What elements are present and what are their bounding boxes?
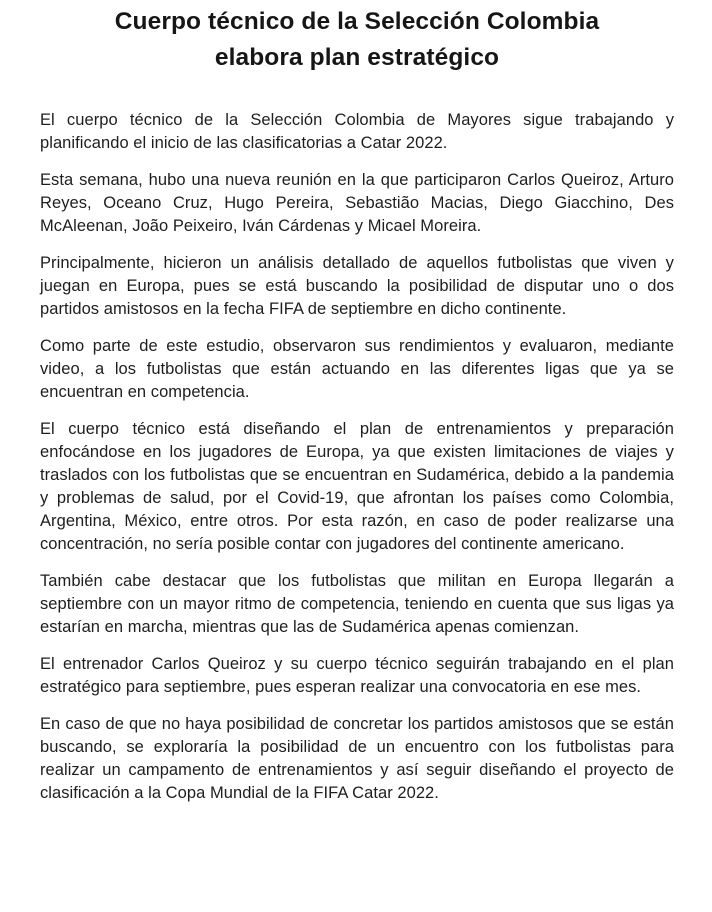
article-paragraph: También cabe destacar que los futbolistas que militan en Europa llegarán a septiembre con un mayor ritmo de competencia, teniendo en cuenta que sus ligas ya estarían en marcha, mientras que las de Sudamérica apenas comienzan. — [40, 572, 674, 636]
article-title: Cuerpo técnico de la Selección Colombia elabora plan estratégico — [114, 8, 600, 71]
article-paragraph: Principalmente, hicieron un análisis detallado de aquellos futbolistas que viven y juegan en Europa, pues se está buscando la posibilidad de disputar uno o dos partidos amistosos en la fecha FIFA de septiembre en dicho continente. — [40, 254, 674, 318]
article-paragraph: En caso de que no haya posibilidad de concretar los partidos amistosos que se están buscando, se exploraría la posibilidad de un encuentro con los futbolistas para realizar un campamento de entrenamientos y así seguir diseñando el proyecto de clasificación a la Copa Mundial de la FIFA Catar 2022. — [40, 715, 674, 802]
article-paragraph: El entrenador Carlos Queiroz y su cuerpo técnico seguirán trabajando en el plan estratégico para septiembre, pues esperan realizar una convocatoria en ese mes. — [40, 655, 674, 696]
article-body — [40, 109, 674, 805]
article-paragraph: El cuerpo técnico de la Selección Colombia de Mayores sigue trabajando y planificando el inicio de las clasificatorias a Catar 2022. — [40, 111, 674, 152]
article-paragraph: Como parte de este estudio, observaron sus rendimientos y evaluaron, mediante video, a los futbolistas que están actuando en las diferentes ligas que ya se encuentran en competencia. — [40, 337, 674, 401]
article-paragraph: El cuerpo técnico está diseñando el plan de entrenamientos y preparación enfocándose en los jugadores de Europa, ya que existen limitaciones de viajes y traslados con los futbolistas que se encuentran en Sudamérica, debido a la pandemia y problemas de salud, por el Covid-19, que afrontan los países como Colombia, Argentina, México, entre otros. Por esta razón, en caso de poder realizarse una concentración, no sería posible contar con jugadores del continente americano. — [40, 420, 674, 553]
article-paragraph: Esta semana, hubo una nueva reunión en la que participaron Carlos Queiroz, Arturo Reyes, Oceano Cruz, Hugo Pereira, Sebastião Macias, Diego Giacchino, Des McAleenan, João Peixeiro, Iván Cárdenas y Micael Moreira. — [40, 171, 674, 235]
